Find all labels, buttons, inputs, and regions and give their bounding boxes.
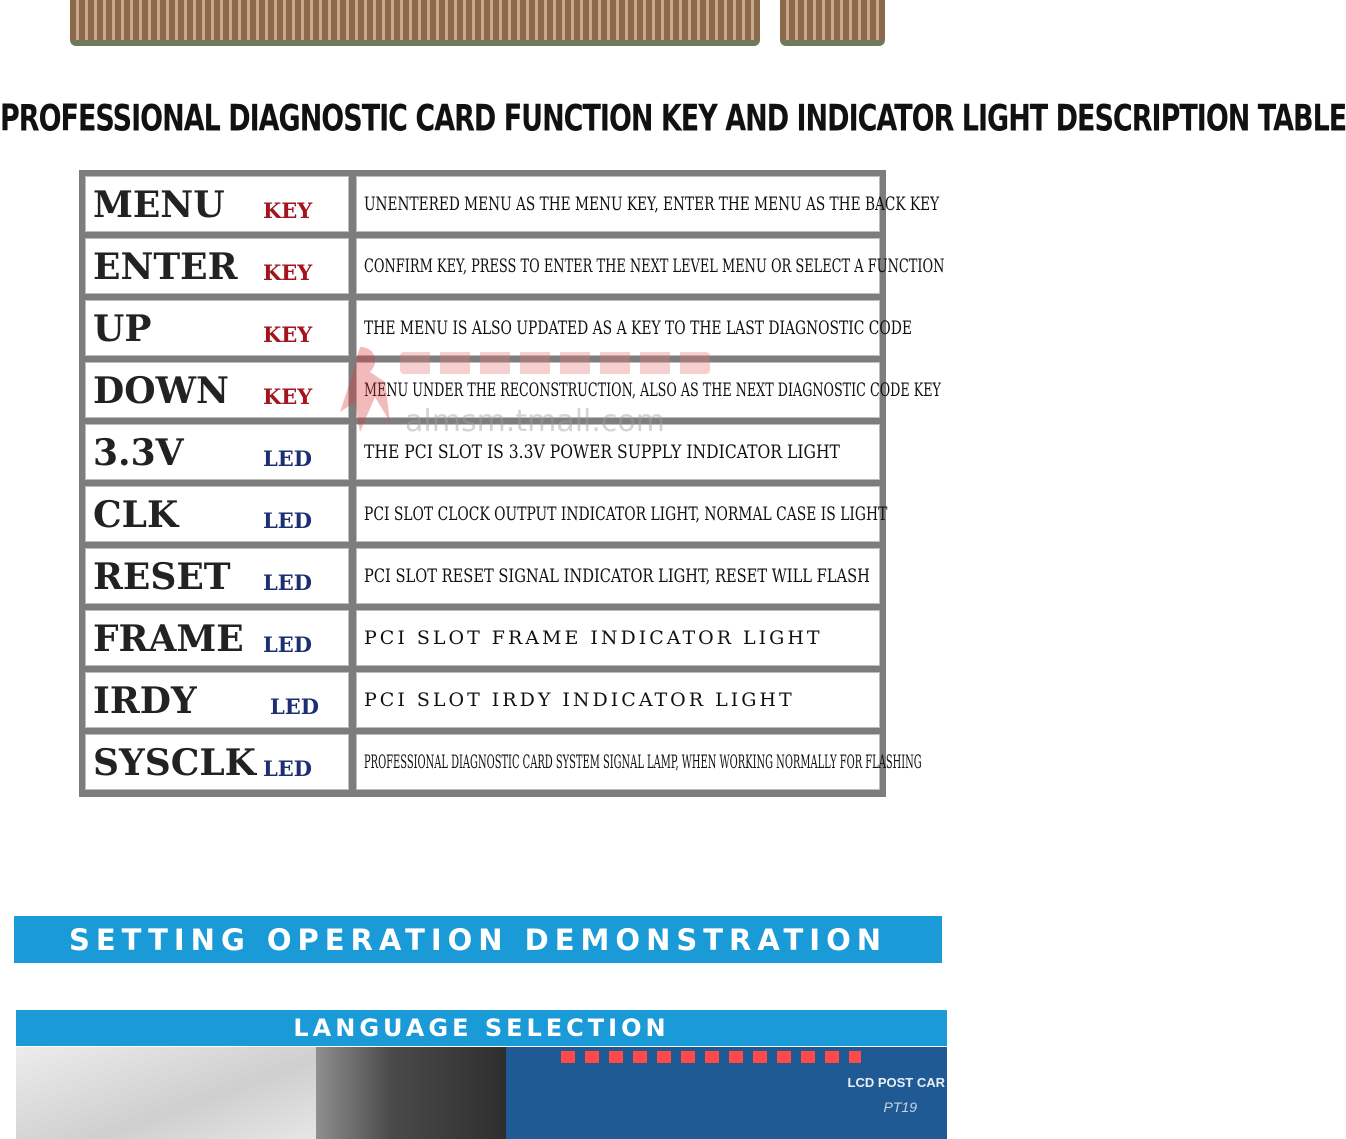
description-table	[79, 170, 945, 797]
key-type: KEY	[263, 198, 313, 223]
table-row	[85, 486, 888, 542]
table-row	[85, 176, 940, 232]
sub-banner	[16, 1010, 947, 1046]
key-cell	[85, 424, 349, 480]
key-type: KEY	[263, 384, 313, 409]
key-name: 3.3V	[93, 432, 184, 474]
gold-fingers-right	[780, 0, 885, 46]
model-label: PT19	[883, 1099, 917, 1115]
led-type: LED	[263, 632, 312, 657]
watermark-url: almsm.tmall.com	[405, 404, 665, 439]
key-cell	[85, 486, 349, 542]
key-name: ENTER	[93, 246, 238, 288]
led-type: LED	[263, 570, 312, 595]
led-type: LED	[263, 508, 312, 533]
key-name: IRDY	[93, 680, 197, 722]
description: MENU UNDER THE RECONSTRUCTION, ALSO AS THE NEXT DIAGNOSTIC CODE KEY	[364, 379, 941, 401]
page-title: PROFESSIONAL DIAGNOSTIC CARD FUNCTION KEY AND INDICATOR LIGHT DESCRIPTION TABLE	[0, 98, 1346, 140]
key-name: DOWN	[93, 370, 229, 412]
section-banner-label: SETTING OPERATION DEMONSTRATION	[68, 922, 888, 957]
ribbon-cable	[16, 1047, 316, 1139]
table-row	[85, 300, 913, 356]
description: CONFIRM KEY, PRESS TO ENTER THE NEXT LEVEL MENU OR SELECT A FUNCTION	[364, 255, 945, 277]
description: THE MENU IS ALSO UPDATED AS A KEY TO THE LAST DIAGNOSTIC CODE	[364, 317, 913, 339]
description: THE PCI SLOT IS 3.3V POWER SUPPLY INDICATOR LIGHT	[364, 441, 840, 463]
led-type: LED	[270, 694, 319, 719]
key-type: KEY	[263, 260, 313, 285]
desc-cell	[356, 238, 945, 294]
section-banner	[14, 916, 942, 963]
key-cell	[85, 176, 349, 232]
desc-cell	[356, 610, 880, 666]
key-cell	[85, 362, 349, 418]
pci-slot	[316, 1047, 506, 1139]
key-name: FRAME	[93, 618, 244, 660]
key-cell	[85, 238, 349, 294]
description: PCI SLOT CLOCK OUTPUT INDICATOR LIGHT, NORMAL CASE IS LIGHT	[364, 503, 888, 525]
description: PCI SLOT RESET SIGNAL INDICATOR LIGHT, RESET WILL FLASH	[364, 565, 870, 587]
key-cell	[85, 610, 349, 666]
card-edge-connector	[70, 0, 900, 48]
led-type: LED	[263, 756, 312, 781]
desc-cell	[356, 672, 880, 728]
desc-cell	[356, 300, 913, 356]
key-name: MENU	[93, 184, 225, 226]
gold-fingers-left	[70, 0, 760, 46]
key-type: KEY	[263, 322, 313, 347]
key-cell	[85, 548, 349, 604]
desc-cell	[356, 486, 888, 542]
desc-cell	[356, 176, 940, 232]
description: PROFESSIONAL DIAGNOSTIC CARD SYSTEM SIGNAL LAMP, WHEN WORKING NORMALLY FOR FLASHING	[364, 751, 922, 773]
product-photo	[16, 1047, 947, 1139]
table-row	[85, 734, 922, 790]
table-row	[85, 672, 880, 728]
desc-cell	[356, 734, 922, 790]
key-cell	[85, 672, 349, 728]
board-label: LCD POST CAR	[847, 1075, 945, 1090]
key-name: SYSCLK	[93, 742, 256, 784]
indicator-leds	[561, 1051, 861, 1063]
key-cell	[85, 734, 349, 790]
table-row	[85, 610, 880, 666]
description: PCI SLOT FRAME INDICATOR LIGHT	[364, 627, 823, 649]
watermark-logo-icon	[330, 342, 400, 437]
key-cell	[85, 300, 349, 356]
key-name: CLK	[93, 494, 179, 536]
led-type: LED	[263, 446, 312, 471]
description: UNENTERED MENU AS THE MENU KEY, ENTER THE MENU AS THE BACK KEY	[364, 193, 940, 215]
table-row	[85, 238, 945, 294]
key-name: UP	[93, 308, 152, 350]
sub-banner-label: LANGUAGE SELECTION	[293, 1014, 670, 1042]
description: PCI SLOT IRDY INDICATOR LIGHT	[364, 689, 795, 711]
desc-cell	[356, 548, 880, 604]
watermark-chinese-text	[400, 352, 710, 374]
table-row	[85, 548, 880, 604]
key-name: RESET	[93, 556, 231, 598]
